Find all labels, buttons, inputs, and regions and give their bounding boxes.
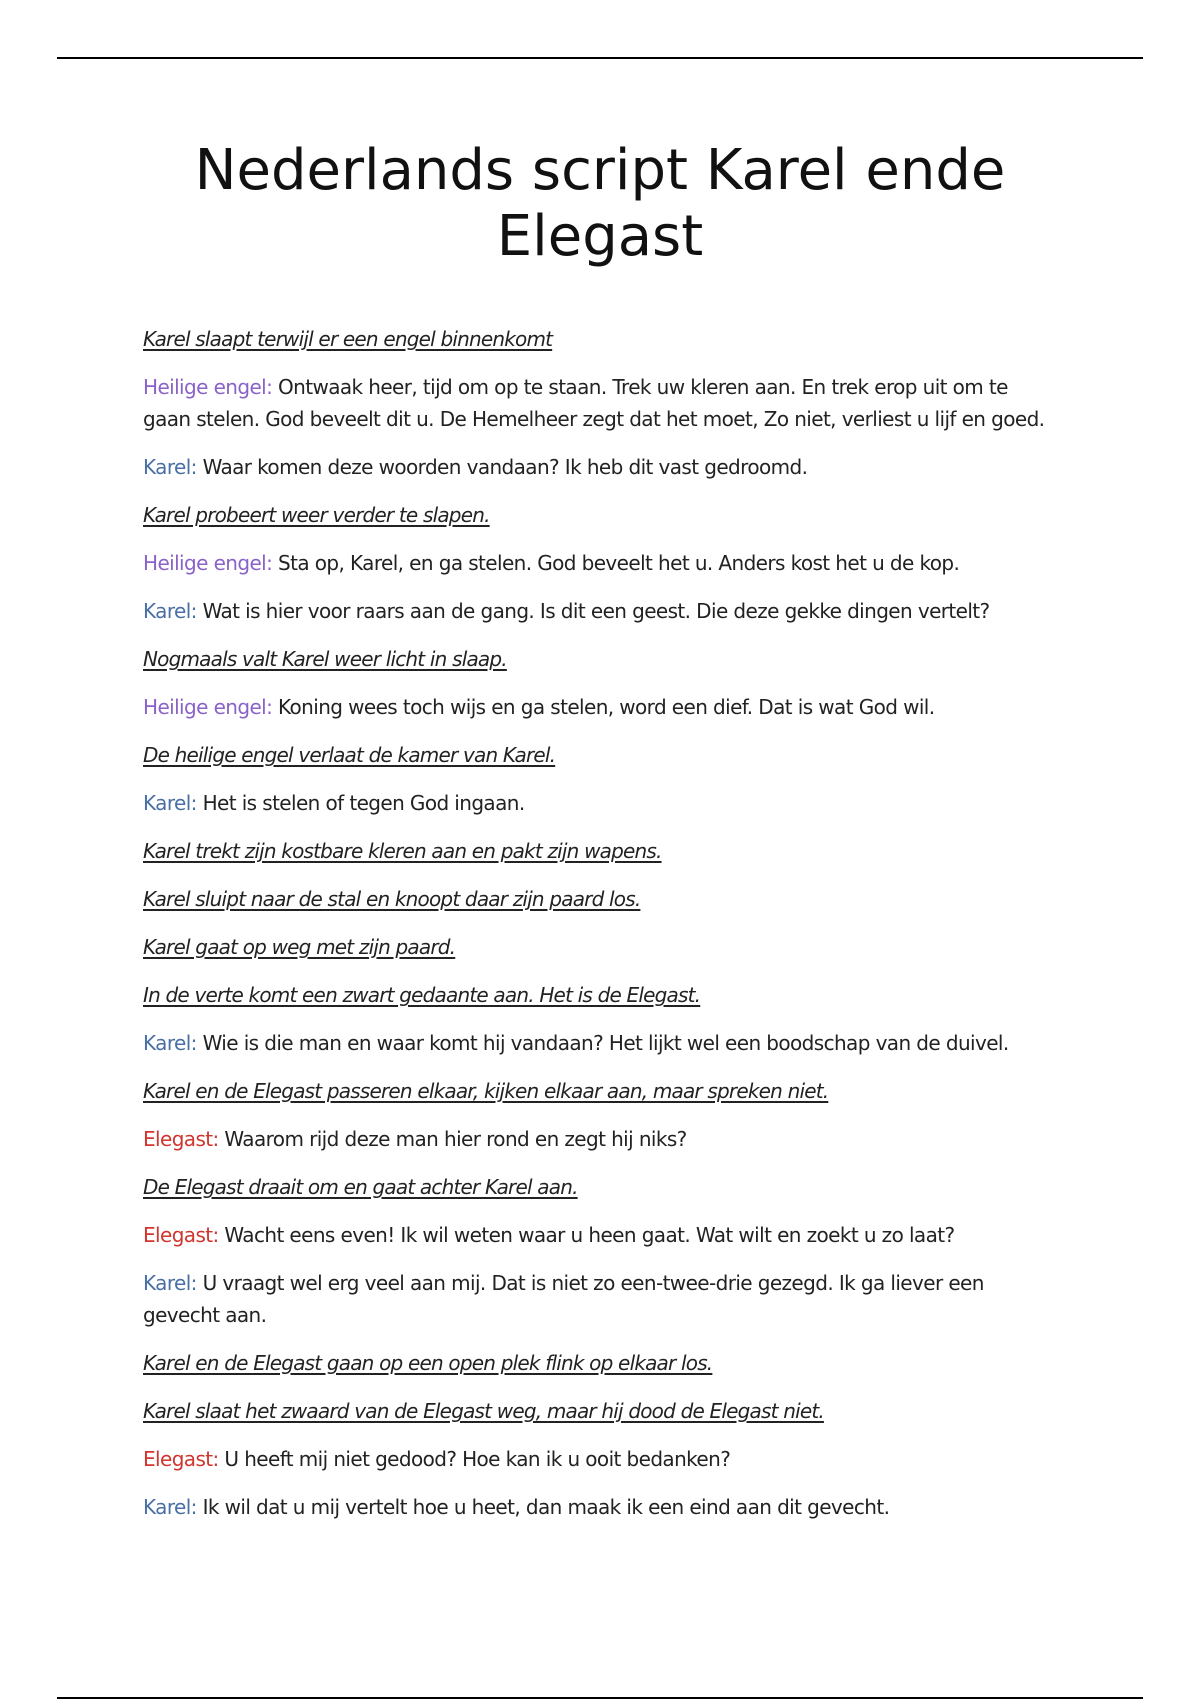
page-title: Nederlands script Karel ende Elegast — [194, 138, 1006, 269]
dialogue-text: U vraagt wel erg veel aan mij. Dat is niet zo een-twee-drie gezegd. Ik ga liever een gevecht aan. — [143, 1271, 984, 1327]
dialogue-line — [143, 547, 1057, 579]
dialogue-line — [143, 1219, 1057, 1251]
dialogue-line — [143, 1443, 1057, 1475]
dialogue-text: Wacht eens even! Ik wil weten waar u heen gaat. Wat wilt en zoekt u zo laat? — [218, 1223, 955, 1247]
dialogue-line — [143, 371, 1057, 435]
dialogue-line — [143, 1267, 1057, 1331]
speaker-name: Elegast: — [143, 1223, 219, 1247]
speaker-name: Karel: — [143, 1271, 197, 1295]
bottom-rule — [57, 1697, 1143, 1699]
dialogue-text: Koning wees toch wijs en ga stelen, word een dief. Dat is wat God wil. — [272, 695, 935, 719]
dialogue-line — [143, 1027, 1057, 1059]
speaker-name: Heilige engel: — [143, 375, 273, 399]
stage-direction: Karel en de Elegast gaan op een open plek flink op elkaar los. — [143, 1351, 713, 1375]
stage-direction: De Elegast draait om en gaat achter Karel aan. — [143, 1175, 578, 1199]
dialogue-text: Sta op, Karel, en ga stelen. God beveelt het u. Anders kost het u de kop. — [272, 551, 960, 575]
speaker-name: Karel: — [143, 455, 197, 479]
dialogue-line — [143, 1491, 1057, 1523]
speaker-name: Elegast: — [143, 1447, 219, 1471]
script-body — [143, 323, 1057, 1539]
dialogue-text: Wat is hier voor raars aan de gang. Is dit een geest. Die deze gekke dingen vertelt? — [196, 599, 990, 623]
stage-direction: In de verte komt een zwart gedaante aan. Het is de Elegast. — [143, 983, 701, 1007]
stage-direction: Nogmaals valt Karel weer licht in slaap. — [143, 647, 507, 671]
dialogue-line — [143, 1123, 1057, 1155]
dialogue-text: Waarom rijd deze man hier rond en zegt hij niks? — [218, 1127, 687, 1151]
dialogue-text: U heeft mij niet gedood? Hoe kan ik u ooit bedanken? — [218, 1447, 731, 1471]
speaker-name: Karel: — [143, 1495, 197, 1519]
stage-direction: Karel probeert weer verder te slapen. — [143, 503, 490, 527]
speaker-name: Elegast: — [143, 1127, 219, 1151]
stage-direction: Karel slaat het zwaard van de Elegast weg, maar hij dood de Elegast niet. — [143, 1399, 824, 1423]
stage-direction: Karel slaapt terwijl er een engel binnenkomt — [143, 327, 553, 351]
stage-direction: Karel trekt zijn kostbare kleren aan en pakt zijn wapens. — [143, 839, 662, 863]
stage-direction: Karel gaat op weg met zijn paard. — [143, 935, 456, 959]
speaker-name: Karel: — [143, 791, 197, 815]
dialogue-text: Wie is die man en waar komt hij vandaan? Het lijkt wel een boodschap van de duivel. — [196, 1031, 1009, 1055]
stage-direction: Karel en de Elegast passeren elkaar, kijken elkaar aan, maar spreken niet. — [143, 1079, 829, 1103]
dialogue-line — [143, 691, 1057, 723]
speaker-name: Heilige engel: — [143, 551, 273, 575]
dialogue-text: Het is stelen of tegen God ingaan. — [196, 791, 525, 815]
speaker-name: Heilige engel: — [143, 695, 273, 719]
stage-direction: De heilige engel verlaat de kamer van Karel. — [143, 743, 556, 767]
dialogue-text: Ik wil dat u mij vertelt hoe u heet, dan maak ik een eind aan dit gevecht. — [196, 1495, 890, 1519]
dialogue-line — [143, 787, 1057, 819]
dialogue-text: Ontwaak heer, tijd om op te staan. Trek uw kleren aan. En trek erop uit om te gaan stelen. God beveelt dit u. De Hemelheer zegt dat het moet, Zo niet, verliest u lijf en goed. — [143, 375, 1045, 431]
dialogue-line — [143, 595, 1057, 627]
speaker-name: Karel: — [143, 1031, 197, 1055]
stage-direction: Karel sluipt naar de stal en knoopt daar zijn paard los. — [143, 887, 641, 911]
speaker-name: Karel: — [143, 599, 197, 623]
dialogue-line — [143, 451, 1057, 483]
dialogue-text: Waar komen deze woorden vandaan? Ik heb dit vast gedroomd. — [196, 455, 808, 479]
top-rule — [57, 57, 1143, 59]
